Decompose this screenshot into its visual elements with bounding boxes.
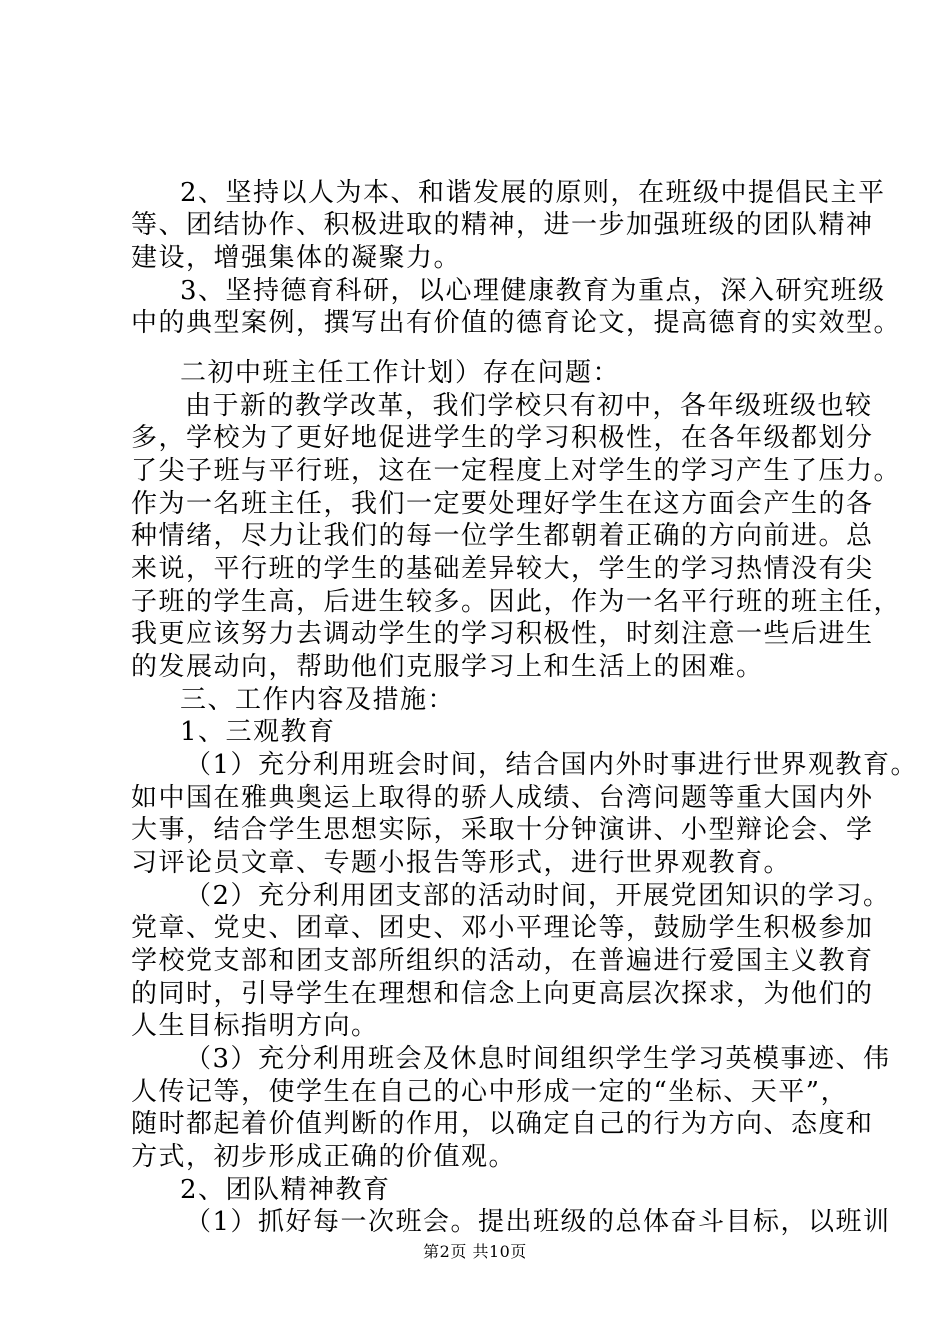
text-line: 随时都起着价值判断的作用，以确定自己的行为方向、态度和 bbox=[131, 1109, 874, 1139]
text-line: 方式，初步形成正确的价值观。 bbox=[131, 1142, 517, 1172]
text-line: （2）充分利用团支部的活动时间，开展党团知识的学习。 bbox=[185, 881, 891, 911]
section-heading: 三、工作内容及措施： bbox=[180, 685, 456, 715]
section-heading: 二初中班主任工作计划）存在问题： bbox=[180, 358, 621, 388]
text-line: 种情绪，尽力让我们的每一位学生都朝着正确的方向前进。总 bbox=[131, 521, 874, 551]
text-line: 来说，平行班的学生的基础差异较大，学生的学习热情没有尖 bbox=[131, 554, 874, 584]
subsection-heading: 1、三观教育 bbox=[180, 717, 336, 747]
text-line: 大事，结合学生思想实际，采取十分钟演讲、小型辩论会、学 bbox=[131, 815, 874, 845]
subsection-heading: 2、团队精神教育 bbox=[180, 1175, 391, 1205]
text-line: 子班的学生高，后进生较多。因此，作为一名平行班的班主任， bbox=[131, 587, 902, 617]
text-line: 等、团结协作、积极进取的精神，进一步加强班级的团队精神 bbox=[131, 210, 874, 240]
text-line: 习评论员文章、专题小报告等形式，进行世界观教育。 bbox=[131, 848, 792, 878]
text-line: （1）抓好每一次班会。提出班级的总体奋斗目标，以班训 bbox=[185, 1207, 891, 1237]
text-line: 3、坚持德育科研，以心理健康教育为重点，深入研究班级 bbox=[180, 276, 886, 306]
text-line: 中的典型案例，撰写出有价值的德育论文，提高德育的实效型。 bbox=[131, 308, 902, 338]
text-line: 的同时，引导学生在理想和信念上向更高层次探求，为他们的 bbox=[131, 979, 874, 1009]
text-line: 多，学校为了更好地促进学生的学习积极性，在各年级都划分 bbox=[131, 423, 874, 453]
text-line: 了尖子班与平行班，这在一定程度上对学生的学习产生了压力。 bbox=[131, 456, 902, 486]
text-line: 学校党支部和团支部所组织的活动，在普遍进行爱国主义教育 bbox=[131, 946, 874, 976]
text-line: （1）充分利用班会时间，结合国内外时事进行世界观教育。 bbox=[185, 750, 919, 780]
text-line: 我更应该努力去调动学生的学习积极性，时刻注意一些后进生 bbox=[131, 619, 874, 649]
text-line: 的发展动向，帮助他们克服学习上和生活上的困难。 bbox=[131, 652, 764, 682]
text-line: 2、坚持以人为本、和谐发展的原则，在班级中提倡民主平 bbox=[180, 178, 886, 208]
page-number-footer: 第2页 共10页 bbox=[423, 1242, 527, 1261]
text-line: 作为一名班主任，我们一定要处理好学生在这方面会产生的各 bbox=[131, 489, 874, 519]
text-line: 如中国在雅典奥运上取得的骄人成绩、台湾问题等重大国内外 bbox=[131, 783, 874, 813]
text-line: 人生目标指明方向。 bbox=[131, 1011, 379, 1041]
text-line: 由于新的教学改革，我们学校只有初中，各年级班级也较 bbox=[185, 391, 873, 421]
text-line: 人传记等，使学生在自己的心中形成一定的“坐标、天平”， bbox=[131, 1077, 849, 1107]
text-line: 建设，增强集体的凝聚力。 bbox=[131, 243, 462, 273]
text-line: 党章、党史、团章、团史、邓小平理论等，鼓励学生积极参加 bbox=[131, 913, 874, 943]
text-line: （3）充分利用班会及休息时间组织学生学习英模事迹、伟 bbox=[185, 1044, 891, 1074]
